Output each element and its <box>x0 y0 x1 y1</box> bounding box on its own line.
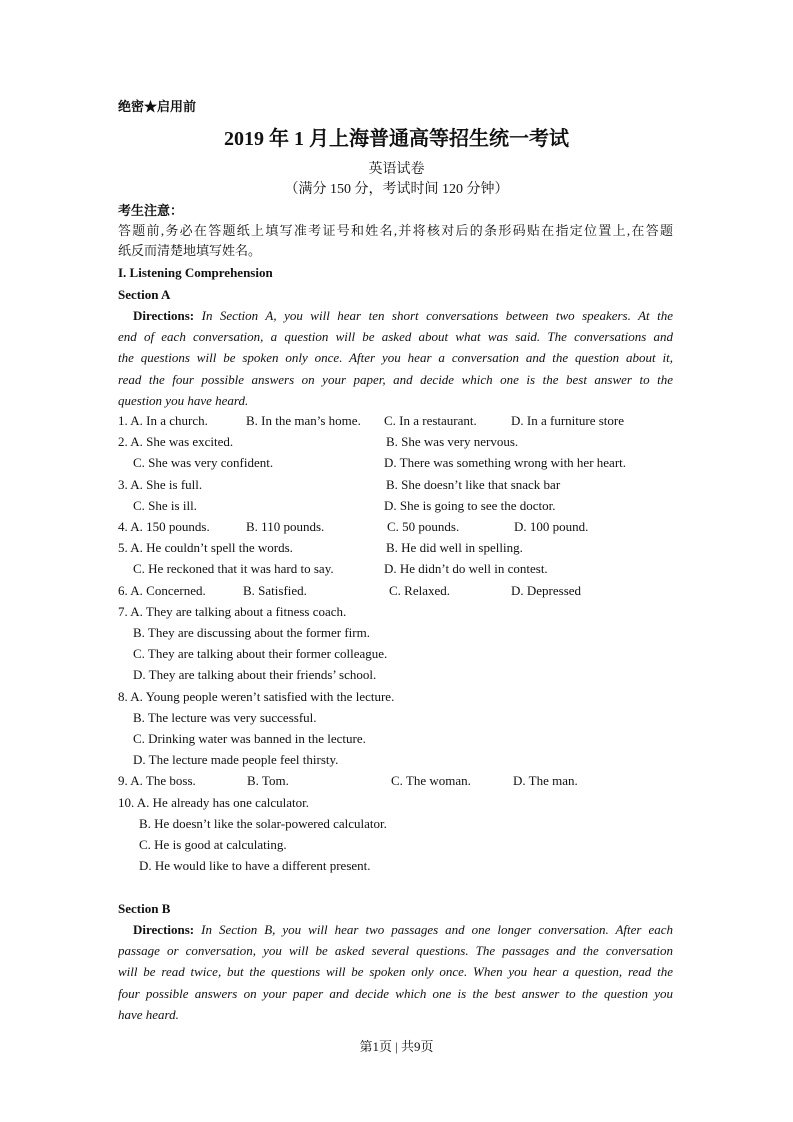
directions-text: passage or conversation, you will be asked several questions. The passages and the conversation <box>118 943 673 959</box>
score-note: （满分 150 分，考试时间 120 分钟） <box>284 182 509 197</box>
directions-line <box>118 922 673 938</box>
answer-option: B. Tom. <box>247 773 289 789</box>
notice-line: 答题前,务必在答题纸上填写准考证号和姓名,并将核对后的条形码贴在指定位置上,在答题 <box>118 223 673 238</box>
answer-option: C. 50 pounds. <box>387 519 460 534</box>
answer-option: D. She is going to see the doctor. <box>384 497 556 513</box>
answer-option: D. Depressed <box>511 582 582 598</box>
notice-line: 纸反而清楚地填写姓名。 <box>118 243 262 258</box>
answer-option: B. 110 pounds. <box>246 519 325 534</box>
answer-option: C. In a restaurant. <box>384 413 477 428</box>
answer-option: B. He did well in spelling. <box>386 540 523 556</box>
answer-option: D. He would like to have a different present. <box>139 858 371 874</box>
directions-text: the questions will be spoken only once. After you hear a conversation and the question about it, <box>118 350 673 366</box>
answer-option: 4. A. 150 pounds. <box>118 519 210 534</box>
directions-line <box>118 986 673 1002</box>
answer-option: 6. A. Concerned. <box>118 582 206 598</box>
answer-option: D. The lecture made people feel thirsty. <box>133 752 339 768</box>
answer-option: C. She is ill. <box>133 497 197 513</box>
answer-option: D. The man. <box>513 773 578 789</box>
answer-option: C. He is good at calculating. <box>139 837 287 852</box>
answer-option: B. Satisfied. <box>243 582 307 598</box>
section-title: Section A <box>118 287 171 302</box>
answer-option: 3. A. She is full. <box>118 476 203 492</box>
page-footer: 第1页 | 共9页 <box>359 1039 434 1054</box>
section-title: Section B <box>118 901 171 916</box>
directions-text: four possible answers on your paper and decide which one is the best answer to the question you <box>118 985 673 1001</box>
secret-label: 绝密★启用前 <box>118 99 197 114</box>
answer-option: 9. A. The boss. <box>118 773 196 789</box>
directions-text: end of each conversation, a question will be asked about what was said. The conversations and <box>118 329 673 345</box>
directions-line <box>118 1007 673 1023</box>
directions-text: will be read twice, but the questions will be spoken only once. When you hear a question, read the <box>118 964 673 980</box>
directions-label: Directions: <box>133 922 195 937</box>
answer-option: D. There was something wrong with her heart. <box>384 455 627 471</box>
directions-line <box>118 943 673 959</box>
directions-line <box>118 964 673 980</box>
answer-option: 2. A. She was excited. <box>118 434 234 450</box>
answer-option: 8. A. Young people weren’t satisfied with the lecture. <box>118 688 395 704</box>
answer-option: B. In the man’s home. <box>246 413 361 428</box>
answer-option: 7. A. They are talking about a fitness coach. <box>118 603 347 619</box>
answer-option: D. In a furniture store <box>511 413 624 428</box>
exam-title: 2019 年 1 月上海普通高等招生统一考试 <box>224 128 569 150</box>
answer-option: C. Relaxed. <box>389 582 451 598</box>
answer-option: C. The woman. <box>391 773 471 789</box>
answer-option: C. She was very confident. <box>133 455 274 471</box>
directions-text: In Section A, you will hear ten short conversations between two speakers. At the <box>201 308 673 323</box>
directions-line <box>118 350 673 366</box>
directions-text: have heard. <box>118 1006 179 1022</box>
answer-option: 5. A. He couldn’t spell the words. <box>118 540 293 556</box>
directions-line <box>118 308 673 324</box>
answer-option: 1. A. In a church. <box>118 413 208 428</box>
answer-option: D. 100 pound. <box>514 519 589 534</box>
answer-option: B. He doesn’t like the solar-powered calculator. <box>139 815 387 831</box>
directions-line <box>118 372 673 388</box>
answer-option: B. The lecture was very successful. <box>133 709 317 725</box>
answer-option: B. She was very nervous. <box>386 434 519 450</box>
directions-line <box>118 329 673 345</box>
exam-subtitle: 英语试卷 <box>368 162 425 177</box>
answer-option: 10. A. He already has one calculator. <box>118 794 309 810</box>
answer-option: D. He didn’t do well in contest. <box>384 561 548 577</box>
answer-option: C. He reckoned that it was hard to say. <box>133 561 334 577</box>
answer-option: C. Drinking water was banned in the lecture. <box>133 731 366 746</box>
directions-text: In Section B, you will hear two passages and one longer conversation. After each <box>201 922 673 937</box>
notice-label: 考生注意： <box>118 203 184 218</box>
directions-line <box>118 393 673 409</box>
answer-option: D. They are talking about their friends’ school. <box>133 667 377 683</box>
answer-option: B. She doesn’t like that snack bar <box>386 476 561 492</box>
directions-label: Directions: <box>133 308 195 323</box>
directions-text: question you have heard. <box>118 392 249 408</box>
part-title: I. Listening Comprehension <box>118 265 273 280</box>
directions-text: read the four possible answers on your paper, and decide which one is the best answer to the <box>118 371 673 387</box>
answer-option: B. They are discussing about the former firm. <box>133 625 370 640</box>
answer-option: C. They are talking about their former colleague. <box>133 646 388 662</box>
